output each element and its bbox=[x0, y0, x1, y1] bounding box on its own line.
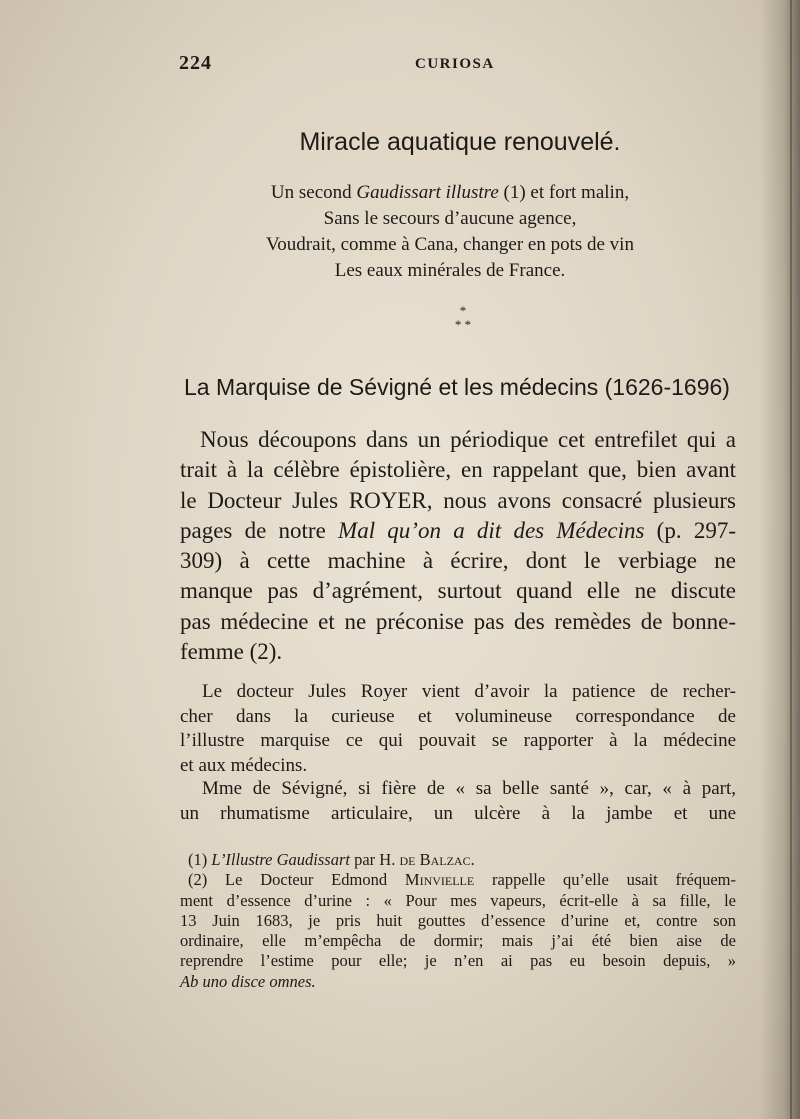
verse-poem bbox=[0, 180, 800, 284]
paragraph-line: cher dans la curieuse et volumineuse correspondance de bbox=[180, 705, 736, 727]
section-title-miracle: Miracle aquatique renouvelé. bbox=[299, 128, 621, 156]
paragraph-sevigne-health bbox=[180, 777, 736, 826]
paragraph-line: un rhumatisme articulaire, un ulcère à la jambe et une bbox=[180, 802, 736, 824]
book-title-italic: Mal qu’on a dit des Médecins bbox=[338, 517, 645, 543]
page-number: 224 bbox=[179, 52, 212, 74]
page-edge-shadow bbox=[760, 0, 800, 1119]
footnote-line: reprendre l’estime pour elle; je n’en ai pas eu besoin depuis, » bbox=[180, 951, 736, 971]
running-head: CURIOSA bbox=[415, 56, 495, 72]
paragraph-royer bbox=[180, 680, 736, 778]
footnote-line: ment d’essence d’urine : « Pour mes vapeurs, écrit-elle à sa fille, le bbox=[180, 890, 736, 910]
paragraph-line: Le docteur Jules Royer vient d’avoir la patience de recher- bbox=[202, 681, 736, 702]
asterism-divider bbox=[443, 304, 483, 332]
footnote-1: (1) L’Illustre Gaudissart par H. de Balzac. bbox=[188, 850, 475, 869]
intro-line: 309) à cette machine à écrire, dont le verbiage ne bbox=[180, 548, 736, 574]
intro-line: manque pas d’agrément, surtout quand elle ne discute bbox=[180, 578, 736, 604]
asterism-bottom: * * bbox=[454, 317, 472, 332]
paragraph-line: l’illustre marquise ce qui pouvait se rapporter à la médecine bbox=[180, 730, 736, 751]
verse-line-1: Un second Gaudissart illustre (1) et fort malin, bbox=[270, 182, 630, 203]
verse-italic-title: Gaudissart illustre bbox=[356, 182, 499, 203]
intro-line: pages de notre Mal qu’on a dit des Médecins (p. 297- bbox=[180, 517, 736, 543]
page-header bbox=[0, 52, 800, 80]
footnote-line: ordinaire, elle m’empêcha de dormir; mais j’ai été bien aise de bbox=[180, 931, 736, 951]
intro-line: femme (2). bbox=[180, 639, 283, 665]
asterism-top: * bbox=[459, 303, 467, 318]
verse-line-4: Les eaux minérales de France. bbox=[334, 260, 566, 281]
verse-line-3: Voudrait, comme à Cana, changer en pots de vin bbox=[266, 234, 634, 255]
footnote-2: (2) Le Docteur Edmond Minvielle rappelle qu’elle usait fréquem- ment d’essence d’urine : « Pour mes vapeurs, écrit-elle à sa fille, le 13 Juin 1683, je pris huit gouttes d’essence d’urine et, contre son ordinaire, elle m’empêcha de dormir; mais j’ai été bien aise de reprendre l’estime pour elle; je n’en ai pas eu besoin depuis, » Ab uno disce omnes. bbox=[180, 870, 737, 991]
paragraph-line: Mme de Sévigné, si fière de « sa belle santé », car, « à part, bbox=[202, 778, 736, 799]
section-title-sevigne: La Marquise de Sévigné et les médecins (1626-1696) bbox=[184, 374, 730, 400]
intro-paragraph bbox=[180, 425, 736, 667]
footnote-line: Ab uno disce omnes. bbox=[180, 971, 316, 991]
paragraph-line: et aux médecins. bbox=[180, 754, 308, 776]
verse-line-2: Sans le secours d’aucune agence, bbox=[323, 208, 577, 229]
footnote-line: 13 Juin 1683, je pris huit gouttes d’essence d’urine et, contre son bbox=[180, 910, 736, 930]
binding-edge bbox=[790, 0, 792, 1119]
footnotes bbox=[180, 850, 736, 992]
intro-line: trait à la célèbre épistolière, en rappelant que, bien avant bbox=[180, 457, 736, 483]
intro-line: le Docteur Jules ROYER, nous avons consacré plusieurs bbox=[180, 487, 736, 513]
intro-line: pas médecine et ne préconise pas des remèdes de bonne- bbox=[180, 608, 736, 634]
intro-line: Nous découpons dans un périodique cet entrefilet qui a bbox=[200, 427, 736, 452]
